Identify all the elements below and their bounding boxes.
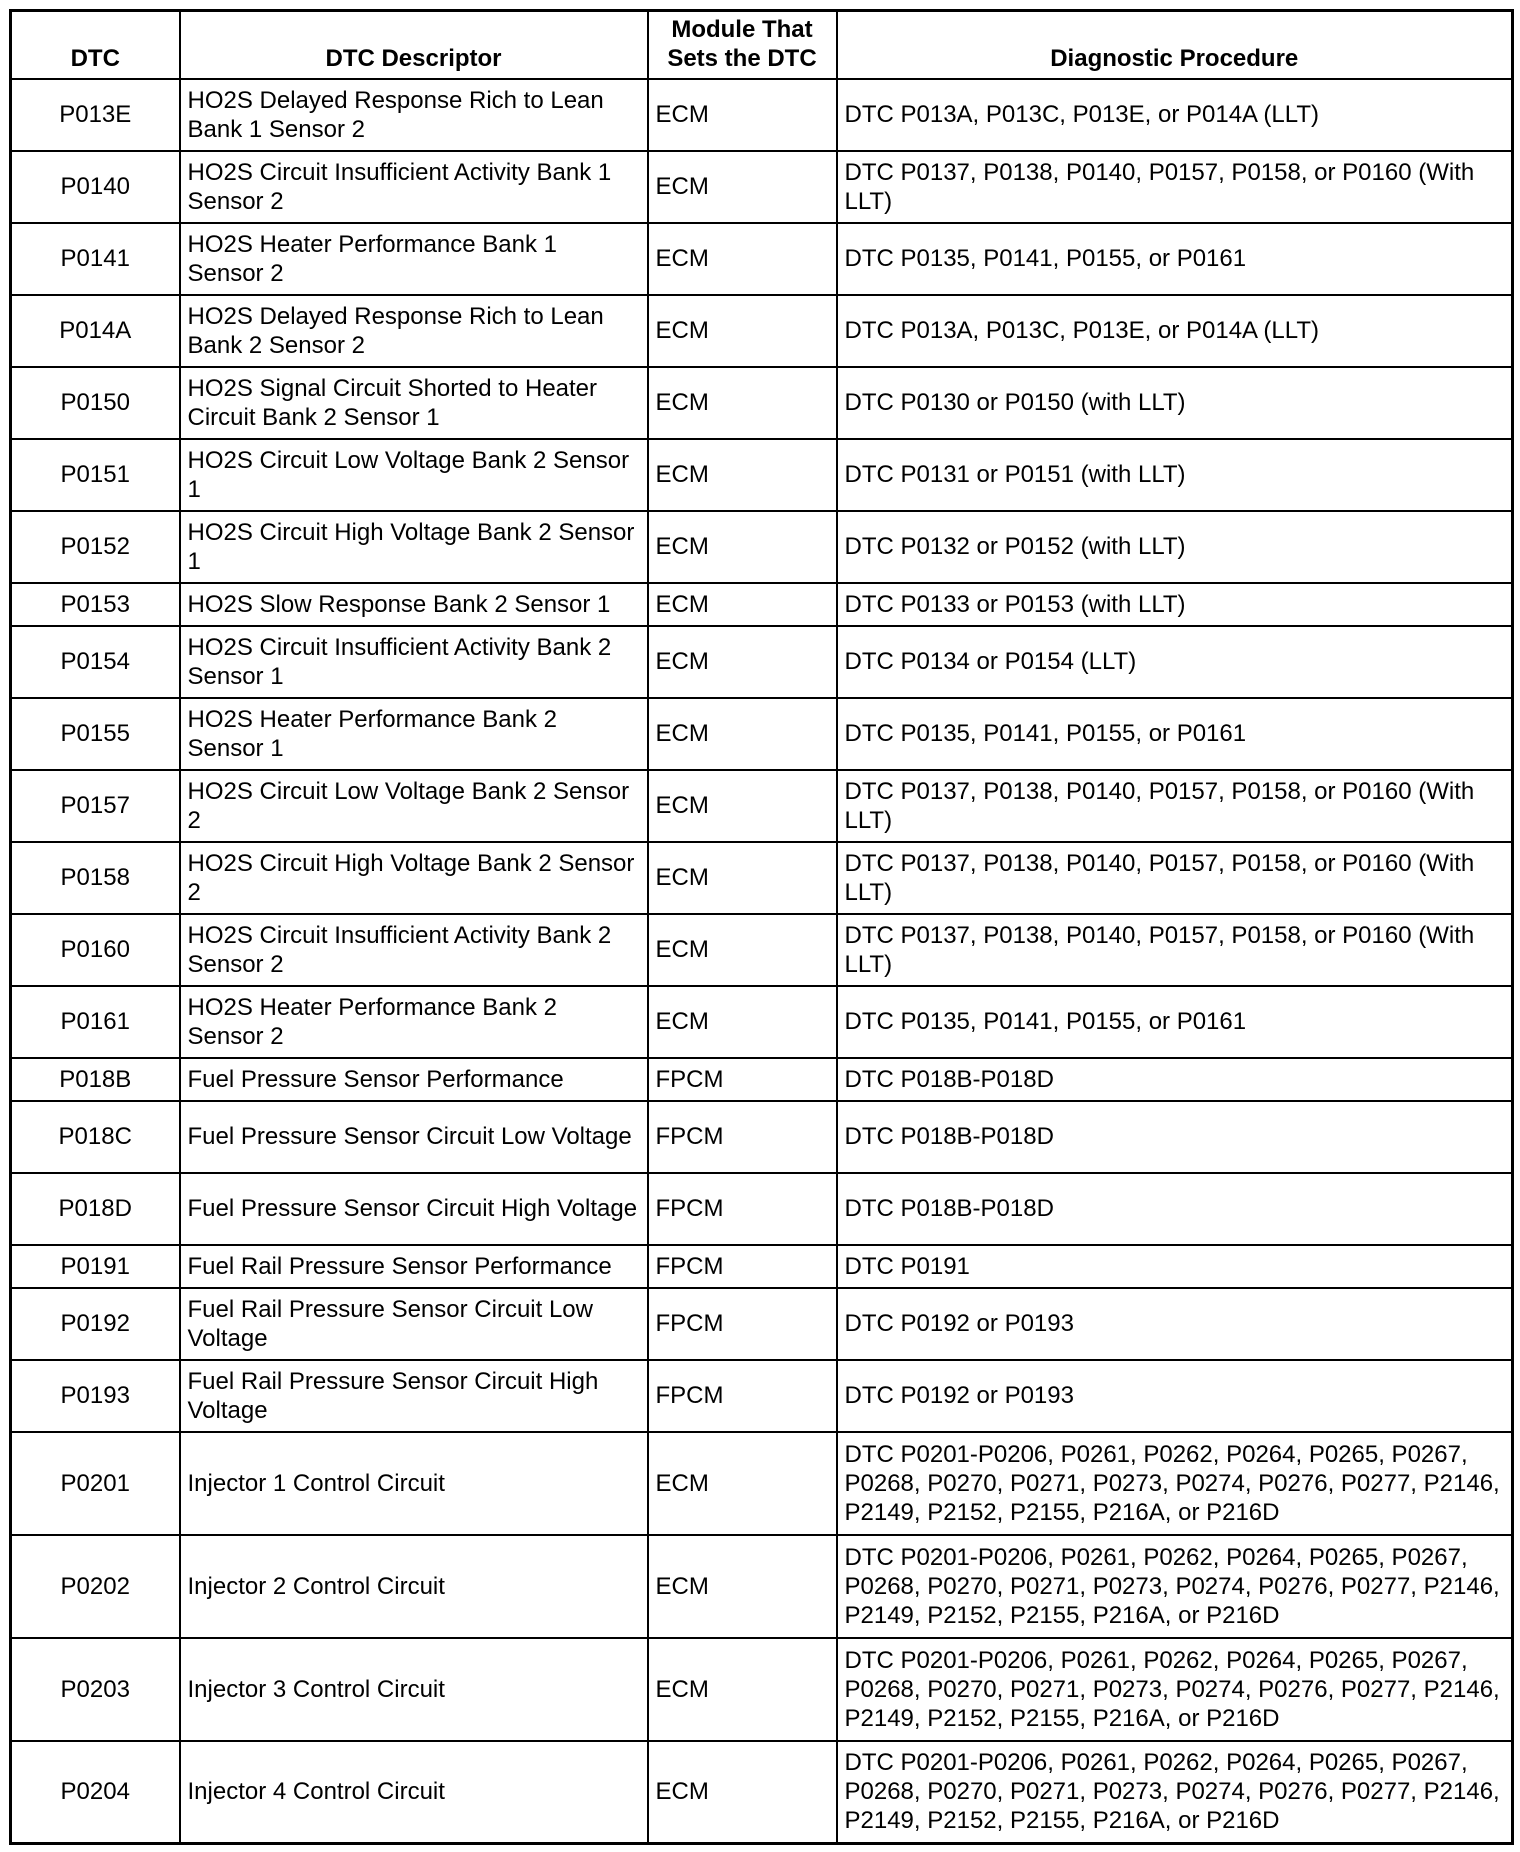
cell-dtc: P0192 [11, 1288, 180, 1360]
table-row [11, 1288, 1513, 1360]
cell-module: ECM [648, 842, 837, 914]
cell-module: FPCM [648, 1288, 837, 1360]
cell-procedure: DTC P0131 or P0151 (with LLT) [837, 439, 1513, 511]
cell-procedure: DTC P0201-P0206, P0261, P0262, P0264, P0265, P0267, P0268, P0270, P0271, P0273, P0274, P0276, P0277, P2146, P2149, P2152, P2155, P216A, or P216D [837, 1638, 1513, 1741]
table-row [11, 1432, 1513, 1535]
cell-module: ECM [648, 439, 837, 511]
cell-procedure: DTC P0135, P0141, P0155, or P0161 [837, 698, 1513, 770]
table-row [11, 1360, 1513, 1432]
cell-dtc: P018B [11, 1058, 180, 1101]
cell-procedure: DTC P0201-P0206, P0261, P0262, P0264, P0265, P0267, P0268, P0270, P0271, P0273, P0274, P0276, P0277, P2146, P2149, P2152, P2155, P216A, or P216D [837, 1741, 1513, 1844]
cell-module: FPCM [648, 1360, 837, 1432]
cell-descriptor: Fuel Pressure Sensor Circuit High Voltage [180, 1173, 648, 1245]
cell-dtc: P0203 [11, 1638, 180, 1741]
table-row [11, 295, 1513, 367]
dtc-table [9, 9, 1514, 1845]
cell-dtc: P0153 [11, 583, 180, 626]
cell-module: ECM [648, 986, 837, 1058]
cell-descriptor: HO2S Circuit Insufficient Activity Bank 2 Sensor 2 [180, 914, 648, 986]
table-row [11, 79, 1513, 151]
header-procedure: Diagnostic Procedure [837, 11, 1513, 79]
table-row [11, 770, 1513, 842]
cell-descriptor: Fuel Pressure Sensor Performance [180, 1058, 648, 1101]
header-dtc: DTC [11, 11, 180, 79]
cell-dtc: P0201 [11, 1432, 180, 1535]
cell-procedure: DTC P0192 or P0193 [837, 1360, 1513, 1432]
cell-module: ECM [648, 511, 837, 583]
cell-descriptor: Fuel Rail Pressure Sensor Circuit Low Voltage [180, 1288, 648, 1360]
table-header [11, 11, 1513, 79]
cell-descriptor: HO2S Circuit High Voltage Bank 2 Sensor 2 [180, 842, 648, 914]
table-row [11, 511, 1513, 583]
table-row [11, 223, 1513, 295]
cell-dtc: P0140 [11, 151, 180, 223]
cell-descriptor: HO2S Heater Performance Bank 2 Sensor 1 [180, 698, 648, 770]
cell-dtc: P013E [11, 79, 180, 151]
cell-module: ECM [648, 1535, 837, 1638]
cell-dtc: P0193 [11, 1360, 180, 1432]
table-body [11, 79, 1513, 1844]
cell-dtc: P0155 [11, 698, 180, 770]
table-row [11, 1245, 1513, 1288]
cell-dtc: P0158 [11, 842, 180, 914]
cell-dtc: P018C [11, 1101, 180, 1173]
cell-procedure: DTC P0137, P0138, P0140, P0157, P0158, or P0160 (With LLT) [837, 842, 1513, 914]
cell-module: ECM [648, 151, 837, 223]
cell-descriptor: HO2S Heater Performance Bank 2 Sensor 2 [180, 986, 648, 1058]
cell-procedure: DTC P0135, P0141, P0155, or P0161 [837, 223, 1513, 295]
cell-module: FPCM [648, 1101, 837, 1173]
cell-procedure: DTC P0201-P0206, P0261, P0262, P0264, P0265, P0267, P0268, P0270, P0271, P0273, P0274, P0276, P0277, P2146, P2149, P2152, P2155, P216A, or P216D [837, 1432, 1513, 1535]
table-row [11, 1638, 1513, 1741]
cell-module: ECM [648, 914, 837, 986]
cell-descriptor: HO2S Circuit High Voltage Bank 2 Sensor 1 [180, 511, 648, 583]
cell-descriptor: HO2S Heater Performance Bank 1 Sensor 2 [180, 223, 648, 295]
cell-module: ECM [648, 223, 837, 295]
table-row [11, 1101, 1513, 1173]
cell-descriptor: Fuel Rail Pressure Sensor Circuit High Voltage [180, 1360, 648, 1432]
table-row [11, 1173, 1513, 1245]
cell-dtc: P0141 [11, 223, 180, 295]
table-row [11, 698, 1513, 770]
cell-module: FPCM [648, 1058, 837, 1101]
cell-procedure: DTC P013A, P013C, P013E, or P014A (LLT) [837, 79, 1513, 151]
table-row [11, 1058, 1513, 1101]
header-descriptor: DTC Descriptor [180, 11, 648, 79]
cell-descriptor: HO2S Slow Response Bank 2 Sensor 1 [180, 583, 648, 626]
cell-module: ECM [648, 770, 837, 842]
cell-procedure: DTC P0191 [837, 1245, 1513, 1288]
cell-procedure: DTC P0134 or P0154 (LLT) [837, 626, 1513, 698]
cell-descriptor: HO2S Circuit Low Voltage Bank 2 Sensor 1 [180, 439, 648, 511]
cell-procedure: DTC P0192 or P0193 [837, 1288, 1513, 1360]
cell-descriptor: HO2S Signal Circuit Shorted to Heater Circuit Bank 2 Sensor 1 [180, 367, 648, 439]
cell-dtc: P0154 [11, 626, 180, 698]
cell-procedure: DTC P018B-P018D [837, 1101, 1513, 1173]
cell-procedure: DTC P0130 or P0150 (with LLT) [837, 367, 1513, 439]
cell-module: ECM [648, 1432, 837, 1535]
cell-dtc: P0150 [11, 367, 180, 439]
table-row [11, 986, 1513, 1058]
table-row [11, 1535, 1513, 1638]
table-row [11, 151, 1513, 223]
cell-descriptor: Injector 2 Control Circuit [180, 1535, 648, 1638]
cell-descriptor: HO2S Circuit Low Voltage Bank 2 Sensor 2 [180, 770, 648, 842]
cell-dtc: P018D [11, 1173, 180, 1245]
cell-procedure: DTC P0201-P0206, P0261, P0262, P0264, P0265, P0267, P0268, P0270, P0271, P0273, P0274, P0276, P0277, P2146, P2149, P2152, P2155, P216A, or P216D [837, 1535, 1513, 1638]
cell-module: ECM [648, 1741, 837, 1844]
cell-module: ECM [648, 367, 837, 439]
cell-procedure: DTC P0137, P0138, P0140, P0157, P0158, or P0160 (With LLT) [837, 151, 1513, 223]
cell-dtc: P0191 [11, 1245, 180, 1288]
cell-dtc: P0151 [11, 439, 180, 511]
cell-module: FPCM [648, 1173, 837, 1245]
cell-procedure: DTC P0133 or P0153 (with LLT) [837, 583, 1513, 626]
cell-dtc: P0204 [11, 1741, 180, 1844]
cell-descriptor: Injector 4 Control Circuit [180, 1741, 648, 1844]
table-row [11, 914, 1513, 986]
header-module: Module That Sets the DTC [648, 11, 837, 79]
cell-procedure: DTC P0135, P0141, P0155, or P0161 [837, 986, 1513, 1058]
cell-dtc: P0202 [11, 1535, 180, 1638]
table-row [11, 439, 1513, 511]
cell-module: ECM [648, 295, 837, 367]
cell-dtc: P0152 [11, 511, 180, 583]
table-row [11, 842, 1513, 914]
cell-descriptor: Injector 3 Control Circuit [180, 1638, 648, 1741]
cell-dtc: P0157 [11, 770, 180, 842]
cell-procedure: DTC P013A, P013C, P013E, or P014A (LLT) [837, 295, 1513, 367]
cell-descriptor: HO2S Circuit Insufficient Activity Bank 1 Sensor 2 [180, 151, 648, 223]
cell-procedure: DTC P018B-P018D [837, 1058, 1513, 1101]
cell-module: ECM [648, 79, 837, 151]
cell-module: ECM [648, 698, 837, 770]
cell-descriptor: HO2S Delayed Response Rich to Lean Bank 2 Sensor 2 [180, 295, 648, 367]
cell-module: ECM [648, 626, 837, 698]
table-row [11, 1741, 1513, 1844]
header-row [11, 11, 1513, 79]
cell-descriptor: HO2S Circuit Insufficient Activity Bank 2 Sensor 1 [180, 626, 648, 698]
cell-module: FPCM [648, 1245, 837, 1288]
cell-procedure: DTC P0137, P0138, P0140, P0157, P0158, or P0160 (With LLT) [837, 914, 1513, 986]
cell-descriptor: HO2S Delayed Response Rich to Lean Bank 1 Sensor 2 [180, 79, 648, 151]
table-row [11, 626, 1513, 698]
document-page [9, 9, 1511, 1843]
cell-descriptor: Injector 1 Control Circuit [180, 1432, 648, 1535]
cell-dtc: P0160 [11, 914, 180, 986]
cell-dtc: P0161 [11, 986, 180, 1058]
table-row [11, 367, 1513, 439]
cell-procedure: DTC P018B-P018D [837, 1173, 1513, 1245]
cell-descriptor: Fuel Rail Pressure Sensor Performance [180, 1245, 648, 1288]
cell-procedure: DTC P0137, P0138, P0140, P0157, P0158, or P0160 (With LLT) [837, 770, 1513, 842]
cell-module: ECM [648, 583, 837, 626]
cell-dtc: P014A [11, 295, 180, 367]
cell-module: ECM [648, 1638, 837, 1741]
cell-procedure: DTC P0132 or P0152 (with LLT) [837, 511, 1513, 583]
table-row [11, 583, 1513, 626]
cell-descriptor: Fuel Pressure Sensor Circuit Low Voltage [180, 1101, 648, 1173]
